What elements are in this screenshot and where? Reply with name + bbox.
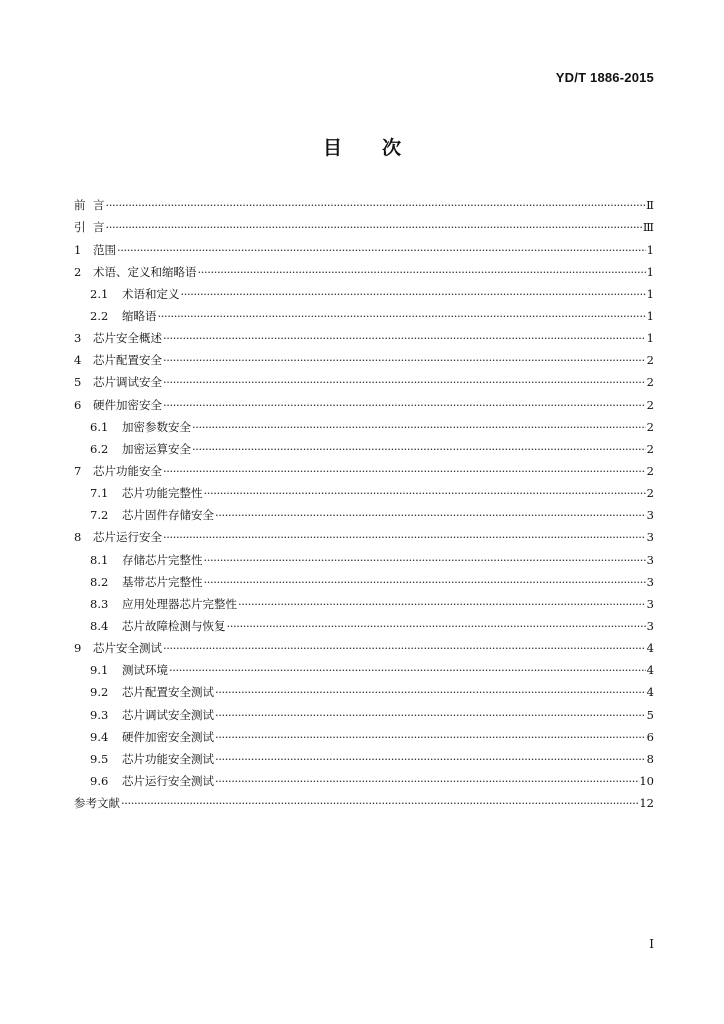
toc-dot-leader [117, 245, 646, 257]
toc-entry-number: 8.3 [90, 596, 109, 611]
toc-dot-leader [215, 776, 638, 788]
toc-dot-leader [163, 400, 646, 412]
toc-entry-number: 6 [74, 397, 82, 412]
toc-entry-page: 4 [646, 663, 654, 678]
toc-entry-number: 8.4 [90, 618, 109, 633]
toc-dot-leader [204, 488, 646, 500]
toc-entry[interactable] [74, 771, 654, 793]
toc-entry[interactable] [74, 195, 654, 217]
toc-dot-leader [192, 422, 646, 434]
toc-entry-page: 2 [646, 441, 654, 456]
toc-entry-page: 5 [646, 707, 654, 722]
toc-entry[interactable] [74, 261, 654, 283]
standard-code: YD/T 1886-2015 [555, 70, 654, 85]
toc-entry-page: 1 [646, 331, 654, 346]
toc-entry-page: 2 [646, 419, 654, 434]
toc-dot-leader [215, 732, 646, 744]
toc-entry-number: 3 [74, 331, 82, 346]
toc-entry-page: 6 [646, 729, 654, 744]
toc-entry-title: 芯片调试安全测试 [122, 707, 214, 722]
toc-entry[interactable] [74, 749, 654, 771]
toc-entry-number: 9.6 [90, 773, 109, 788]
toc-entry-page: 3 [646, 618, 654, 633]
toc-entry[interactable] [74, 372, 654, 394]
toc-entry-page: 12 [639, 796, 654, 811]
toc-entry-title: 芯片调试安全 [93, 375, 162, 390]
toc-entry-number: 2 [74, 264, 82, 279]
toc-dot-leader [204, 555, 646, 567]
toc-entry-number: 5 [74, 375, 82, 390]
toc-entry-number: 引 [74, 220, 86, 235]
toc-entry[interactable] [74, 239, 654, 261]
toc-entry-title: 芯片功能安全 [93, 464, 162, 478]
toc-entry-title: 芯片安全测试 [93, 641, 162, 656]
toc-entry-page: 4 [646, 685, 654, 700]
toc-entry-title: 存储芯片完整性 [122, 552, 203, 567]
toc-entry[interactable] [74, 483, 654, 505]
toc-entry-title: 芯片安全概述 [93, 331, 162, 346]
toc-entry-page: 4 [646, 641, 654, 656]
toc-entry-number: 8.1 [90, 552, 109, 567]
toc-entry[interactable] [74, 616, 654, 638]
toc-dot-leader [215, 510, 646, 522]
toc-dot-leader [215, 710, 646, 722]
toc-entry-number: 7.2 [90, 508, 109, 523]
toc-entry[interactable] [74, 527, 654, 549]
toc-entry[interactable] [74, 217, 654, 239]
toc-entry-number: 9.5 [90, 751, 109, 766]
toc-entry-page: 1 [646, 286, 654, 301]
toc-entry-number: 9.2 [90, 685, 109, 700]
toc-entry-title: 加密参数安全 [122, 419, 191, 434]
toc-dot-leader [192, 444, 646, 456]
toc-entry[interactable] [74, 594, 654, 616]
toc-entry-number: 9.3 [90, 707, 109, 722]
toc-entry-title: 芯片配置安全 [93, 353, 162, 368]
toc-entry-page: 8 [646, 751, 654, 766]
toc-dot-leader [204, 577, 646, 589]
toc-entry-title: 范围 [93, 242, 116, 257]
toc-entry-title: 芯片运行安全测试 [122, 773, 214, 788]
toc-entry-number: 8 [74, 530, 82, 545]
toc-entry-page: 2 [646, 375, 654, 390]
toc-entry-title: 术语和定义 [122, 286, 180, 301]
toc-dot-leader [163, 377, 646, 389]
toc-dot-leader [106, 222, 642, 234]
toc-entry-page: 1 [646, 309, 654, 324]
toc-entry-number: 8.2 [90, 574, 109, 589]
toc-dot-leader [238, 599, 646, 611]
toc-entry-title: 芯片功能安全测试 [122, 751, 214, 766]
toc-dot-leader [181, 289, 646, 301]
toc-entry-title: 硬件加密安全测试 [122, 729, 214, 744]
toc-dot-leader [169, 665, 646, 677]
title-char-2: 次 [382, 137, 402, 159]
toc-entry-page: Ⅱ [646, 198, 654, 213]
toc-entry[interactable] [74, 439, 654, 461]
toc-entry[interactable] [74, 793, 654, 815]
toc-entry-title: 芯片功能完整性 [122, 486, 203, 501]
toc-entry[interactable] [74, 350, 654, 372]
page-number: I [649, 937, 654, 951]
toc-entry[interactable] [74, 284, 654, 306]
toc-entry-title: 芯片配置安全测试 [122, 685, 214, 700]
toc-entry-number: 1 [74, 242, 82, 257]
toc-entry-title: 芯片运行安全 [93, 530, 162, 545]
toc-entry[interactable] [74, 416, 654, 438]
toc-entry-page: 3 [646, 574, 654, 589]
toc-entry-number: 2.2 [90, 309, 109, 324]
toc-dot-leader [163, 466, 646, 478]
toc-entry-number: 9.1 [90, 663, 109, 678]
toc-entry-page: 2 [646, 397, 654, 412]
toc-entry-page: 3 [646, 596, 654, 611]
toc-entry-title: 言 [93, 220, 105, 235]
toc-entry-page: 3 [646, 530, 654, 545]
toc-entry-title: 言 [93, 198, 105, 213]
toc-entry[interactable] [74, 704, 654, 726]
toc-dot-leader [106, 200, 646, 212]
toc-entry[interactable] [74, 638, 654, 660]
toc-entry-title: 应用处理器芯片完整性 [122, 596, 237, 611]
toc-entry-number: 9.4 [90, 729, 109, 744]
toc-entry-number: 4 [74, 353, 82, 368]
toc-entry-title: 参考文献 [74, 796, 120, 811]
toc-dot-leader [121, 798, 638, 810]
toc-dot-leader [163, 532, 646, 544]
toc-dot-leader [215, 687, 646, 699]
toc-entry-title: 加密运算安全 [122, 441, 191, 456]
toc-dot-leader [198, 267, 646, 279]
page-title [0, 133, 724, 160]
toc-entry-number: 9 [74, 641, 82, 656]
toc-entry-title: 芯片故障检测与恢复 [122, 618, 226, 633]
toc-entry-number: 6.1 [90, 419, 109, 434]
toc-entry-page: 3 [646, 552, 654, 567]
toc-entry-title: 缩略语 [122, 309, 157, 324]
toc-entry-title: 术语、定义和缩略语 [93, 264, 197, 279]
toc-entry-page: 3 [646, 508, 654, 523]
toc-dot-leader [163, 333, 646, 345]
toc-entry[interactable] [74, 549, 654, 571]
toc-entry-page: Ⅲ [642, 220, 654, 235]
toc-entry-page: 1 [646, 264, 654, 279]
toc-entry-title: 测试环境 [122, 663, 168, 678]
toc-entry[interactable] [74, 505, 654, 527]
toc-entry[interactable] [74, 726, 654, 748]
toc-entry-page: 2 [646, 353, 654, 368]
toc-entry[interactable] [74, 394, 654, 416]
toc-entry[interactable] [74, 306, 654, 328]
toc-entry-number: 2.1 [90, 286, 109, 301]
toc-entry-page: 2 [646, 464, 654, 478]
toc-entry[interactable] [74, 328, 654, 350]
toc-entry-number: 7 [74, 464, 82, 478]
toc-entry[interactable] [74, 571, 654, 593]
toc-entry-number: 6.2 [90, 441, 109, 456]
toc-entry-page: 2 [646, 486, 654, 501]
toc-entry-title: 基带芯片完整性 [122, 574, 203, 589]
toc-entry-title: 硬件加密安全 [93, 397, 162, 412]
toc-entry[interactable] [74, 682, 654, 704]
toc-dot-leader [163, 643, 646, 655]
toc-dot-leader [215, 754, 646, 766]
table-of-contents [74, 195, 654, 815]
toc-dot-leader [158, 311, 646, 323]
title-char-1: 目 [322, 137, 342, 159]
toc-entry-page: 10 [639, 773, 654, 788]
toc-entry-number: 前 [74, 198, 86, 213]
toc-dot-leader [163, 355, 646, 367]
toc-entry-page: 1 [646, 242, 654, 257]
toc-entry-number: 7.1 [90, 486, 109, 501]
toc-entry-title: 芯片固件存储安全 [122, 508, 214, 523]
toc-dot-leader [227, 621, 646, 633]
toc-entry[interactable] [74, 461, 654, 483]
toc-entry[interactable] [74, 660, 654, 682]
